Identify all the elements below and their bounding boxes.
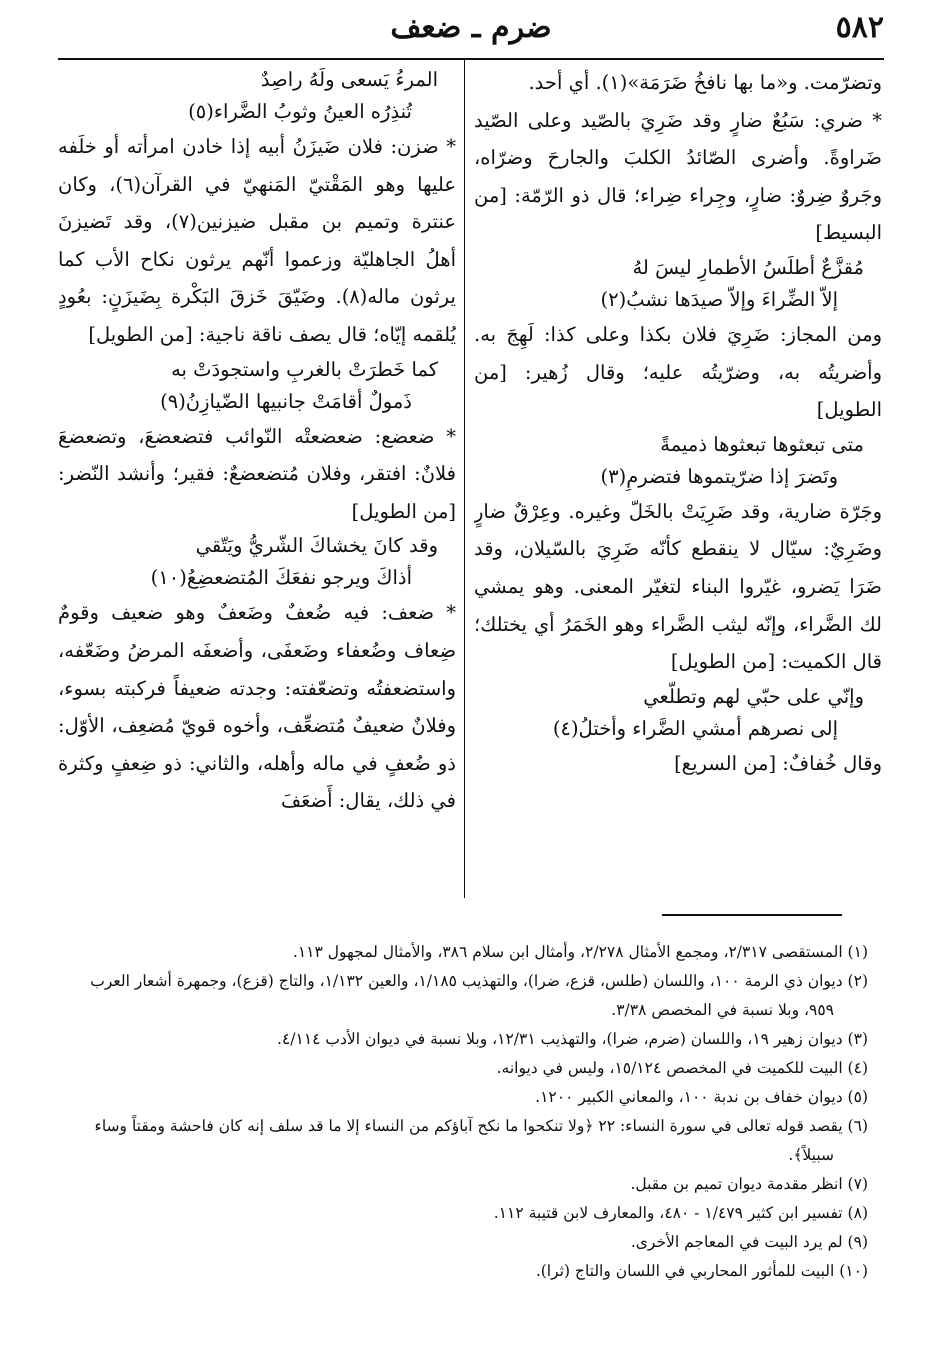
verse-hemistich-1: مُقزَّعٌ أطلَسُ الأطمارِ ليسَ لهُ [632,255,864,279]
running-title: ضرم ـ ضعف [390,10,552,45]
right-column [474,64,882,894]
verse-hemistich-2: وتَضرَ إذا ضرّيتموها فتضرمِ(٣) [600,464,838,488]
footnote: (٣) ديوان زهير ١٩، واللسان (ضرم، ضرا)، والتهذيب ١٢/٣١، وبلا نسبة في ديوان الأدب ٤/١١٤. [277,1030,868,1048]
column-divider [464,60,465,898]
footnote: (٦) يقصد قوله تعالى في سورة النساء: ٢٢ ﴿ولا تنكحوا ما نكح آباؤكم من النساء إلا ما قد سلف إنه كان فاحشة ومقتاً وساء سبيلاً﴾. [94,1117,868,1164]
entry-paragraph: ومن المجاز: ضَرِيَ فلان بكذا وعلى كذا: لَهِجَ به. وأضريتُه به، وضرّيتُه عليه؛ وقال زُهير: [من الطويل] [474,322,882,422]
left-column [58,64,456,894]
verse [474,681,864,745]
verse-hemistich-2: أذاكَ ويرجو نفعَكَ المُتضعضِعُ(١٠) [150,566,412,590]
verse-hemistich-1: وقد كانَ يخشاكَ الشّريُّ ويَتّقي [195,534,438,558]
verse-hemistich-1: متى تبعثوها تبعثوها ذميمةً [660,432,864,456]
page-header [58,8,884,54]
footnote: (٢) ديوان ذي الرمة ١٠٠، واللسان (طلس، قزع، ضرا)، والتهذيب ١/١٨٥، والعين ١/١٣٢، والتاج (قزع)، وجمهرة أشعار العرب ٩٥٩، وبلا نسبة في المخصص ٣/٣٨. [90,972,868,1019]
entry-paragraph: * ضعضع: ضعضعتْه النّوائب فتضعضعَ، وتضعضعَ فلانٌ: افتقر، وفلان مُتضعضعٌ: فقير؛ وأنشد النّضر: [من الطويل] [58,424,456,523]
verse-hemistich-2: ذَمولٌ أقامَتْ جانبيها الضّيازِنُ(٩) [160,389,412,413]
footnote: (١٠) البيت للمأثور المحاربي في اللسان والتاج (ثرا). [535,1262,868,1280]
footnote: (٧) انظر مقدمة ديوان تميم بن مقبل. [630,1175,868,1193]
footnote: (٨) تفسير ابن كثير ١/٤٧٩ - ٤٨٠، والمعارف لابن قتيبة ١١٢. [493,1204,868,1222]
verse-hemistich-2: إلى نصرهم أمشي الضَّراء وأختلُ(٤) [552,716,838,740]
verse-hemistich-2: إلاّ الضِّراءَ وإلاّ صيدَها نشبُ(٢) [600,287,838,311]
footnote: (٩) لم يرد البيت في المعاجم الأخرى. [630,1233,868,1251]
verse-hemistich-1: وإنّي على حبّي لهم وتطلّعي [643,684,864,708]
entry-paragraph: * ضعف: فيه ضُعفٌ وضَعفٌ وهو ضعيف وقومٌ ضِعاف وضُعفاء وضَعفَى، وأضعفَه المرضُ وضَعّفه، واستضعفتُه وتضعّفته: وجدته ضعيفاً فركبته بسوء، وفلانٌ ضعيفٌ مُتضعِّف، وأخوه قويّ مُضعِف، الأوّل: ذو ضُعفٍ في ماله وأهله، والثاني: ذو ضِعفٍ وكثرة في ذلك، يقال: أَضعَفَ [58,601,456,813]
footnote: (١) المستقصى ٢/٣١٧، ومجمع الأمثال ٢/٢٧٨، وأمثال ابن سلام ٣٨٦، والأمثال لمجهول ١١٣. [292,943,868,961]
entry-paragraph: وجَرّة ضارية، وقد ضَرِيَتْ بالخَلّ وغيره. وعِرْقٌ ضارٍ وضَرِيٌ: سيّال لا ينقطع كأنّه ضَرِيَ بالسّيلان، وقد ضَرَا يَضرو، غيّروا البناء لتغيّر المعنى. وهو يمشي لك الضَّراء، وإنّه ليثب الضَّراء وهو الخَمَرُ أي يختلك؛ قال الكميت: [من الطويل] [474,499,882,674]
verse-hemistich-1: المرءُ يَسعى ولَهُ راصِدٌ [260,68,438,91]
verse [474,252,864,316]
entry-paragraph: وقال خُفافٌ: [من السريع] [674,751,882,775]
footnote: (٥) ديوان خفاف بن ندبة ١٠٠، والمعاني الكبير ١٢٠٠. [535,1088,868,1106]
verse [58,354,438,418]
footnote: (٤) البيت للكميت في المخصص ١٥/١٢٤، وليس في ديوانه. [496,1059,868,1077]
footnote-rule [662,914,842,916]
footnotes [58,938,868,1318]
entry-paragraph: وتضرّمت. و«ما بها نافخُ ضَرَمَة»(١). أي أحد. [528,71,882,94]
verse-hemistich-1: كما خَطرَتْ بالغربِ واستجودَتْ به [171,357,438,381]
page-number: ٥٨٢ [835,10,884,45]
verse [58,530,438,594]
verse [474,429,864,493]
entry-paragraph: * ضزن: فلان ضَيزَنُ أبيه إذا خادن امرأته أو خلَفه عليها وهو المَقْتيّ المَنهيّ في القرآن(٦)، وكان عنترة وتميم بن مقبل ضيزنين(٧)، وقد تَضيزنَ أهلُ الجاهليّة وزعموا أنّهم يرثون نكاح الأب كما يرثون ماله(٨). وضَيّقَ خَزقَ البَكْرة بِضَيزَنٍ: بعُودٍ يُلقمه إيّاه؛ قال يصف ناقة ناجية: [من الطويل] [58,135,456,346]
header-rule [58,58,884,60]
verse-hemistich-2: تُنذِرُه العينُ وثوبُ الضَّراء(٥) [188,100,412,123]
verse [58,64,438,128]
entry-paragraph: * ضري: سَبُعٌ ضارٍ وقد ضَرِيَ بالصّيد وعلى الصّيد ضَراوةً. وأضرى الصّائدُ الكلبَ والجارحَ وضرّاه، وجَروٌ ضِروٌ: ضارٍ، وجِراء ضِراء؛ قال ذو الرّمّة: [من البسيط] [474,108,882,245]
